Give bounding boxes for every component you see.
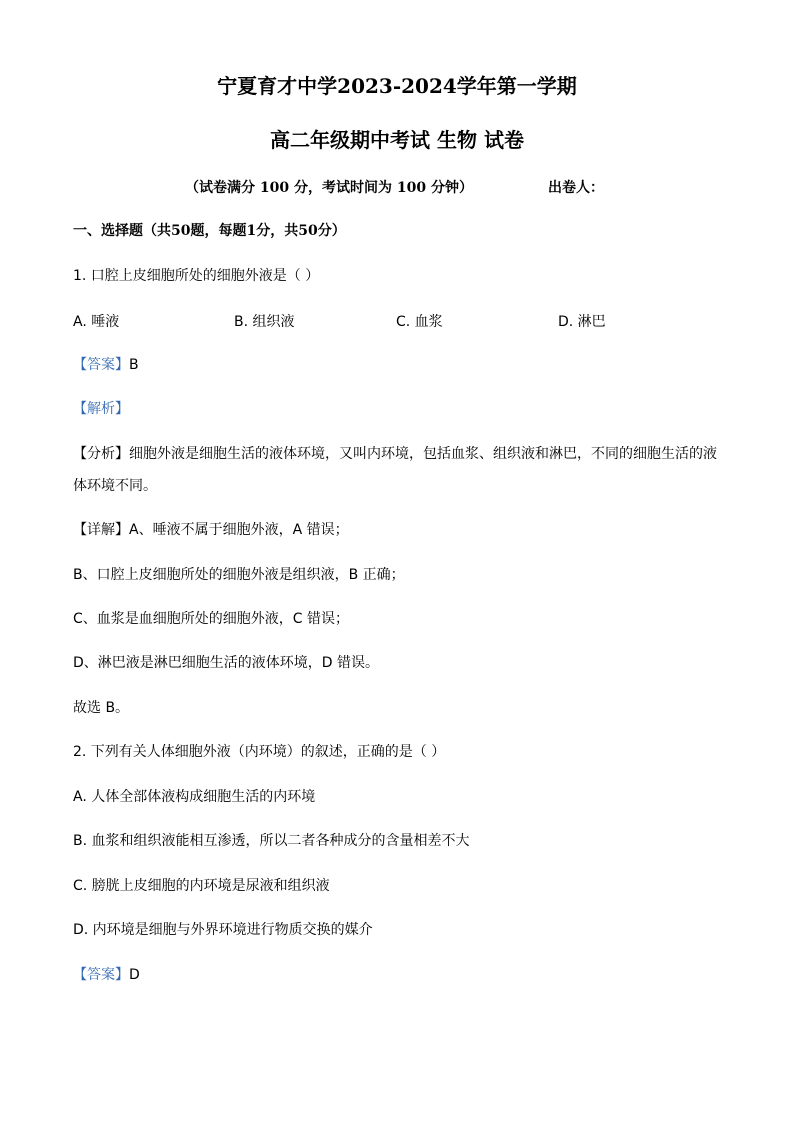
answer-value: B (129, 357, 139, 373)
detail-a-text: A、唾液不属于细胞外液，A 错误； (129, 522, 349, 538)
q1-detail-d: D、淋巴液是淋巴细胞生活的液体环境，D 错误。 (73, 655, 380, 671)
question-1-stem: 1. 口腔上皮细胞所处的细胞外液是（ ） (73, 268, 320, 284)
answer-tag: 【答案】 (73, 357, 129, 373)
detail-tag: 【详解】 (73, 522, 129, 538)
q1-analysis-line1 (73, 444, 723, 464)
q2-option-c: C. 膀胱上皮细胞的内环境是尿液和组织液 (73, 878, 330, 894)
fenxi-text: 细胞外液是细胞生活的液体环境，又叫内环境，包括血浆、组织液和淋巴，不同的细胞生活的液 (129, 446, 717, 462)
q1-option-d: D. 淋巴 (558, 314, 606, 330)
analysis-tag: 【解析】 (73, 401, 129, 417)
author-label: 出卷人： (548, 180, 604, 196)
exam-info: （试卷满分 100 分，考试时间为 100 分钟） (185, 180, 473, 196)
q1-analysis-line2: 体环境不同。 (73, 478, 157, 494)
q2-option-a: A. 人体全部体液构成细胞生活的内环境 (73, 789, 316, 805)
q1-option-c: C. 血浆 (396, 314, 443, 330)
q1-answer (73, 355, 723, 375)
fenxi-tag: 【分析】 (73, 446, 129, 462)
q1-option-b: B. 组织液 (234, 314, 295, 330)
answer-tag: 【答案】 (73, 967, 129, 983)
exam-title: 宁夏育才中学2023-2024学年第一学期 (217, 74, 577, 98)
q1-option-a: A. 唾液 (73, 314, 120, 330)
q2-option-d: D. 内环境是细胞与外界环境进行物质交换的媒介 (73, 922, 373, 938)
section-heading: 一、选择题（共50题，每题1分，共50分） (73, 223, 346, 239)
q1-conclusion: 故选 B。 (73, 700, 130, 716)
q2-option-b: B. 血浆和组织液能相互渗透，所以二者各种成分的含量相差不大 (73, 833, 470, 849)
q1-detail-a (73, 520, 723, 540)
answer-value: D (129, 967, 140, 983)
question-2-stem: 2. 下列有关人体细胞外液（内环境）的叙述，正确的是（ ） (73, 744, 446, 760)
q2-answer (73, 965, 723, 985)
q1-detail-c: C、血浆是血细胞所处的细胞外液，C 错误； (73, 611, 349, 627)
q1-detail-b: B、口腔上皮细胞所处的细胞外液是组织液，B 正确； (73, 567, 405, 583)
exam-subtitle: 高二年级期中考试 生物 试卷 (270, 128, 524, 152)
